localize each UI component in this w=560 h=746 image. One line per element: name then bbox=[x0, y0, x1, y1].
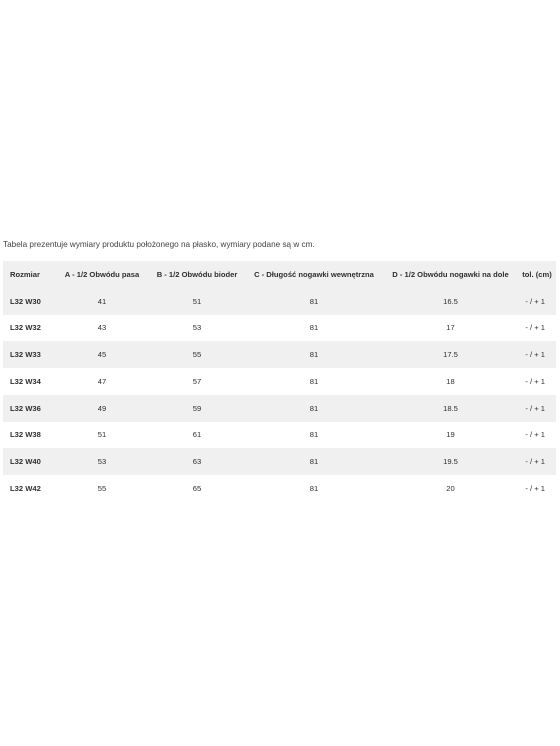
cell-hips: 57 bbox=[192, 376, 202, 386]
cell-tolerance: - / + 1 bbox=[525, 296, 545, 306]
table-row bbox=[3, 448, 556, 475]
cell-size: L32 W34 bbox=[10, 376, 41, 386]
table-row bbox=[3, 422, 556, 449]
cell-waist: 43 bbox=[97, 323, 107, 333]
cell-tolerance: - / + 1 bbox=[525, 457, 545, 467]
cell-inseam: 81 bbox=[309, 376, 319, 386]
cell-tolerance: - / + 1 bbox=[525, 350, 545, 360]
cell-leg-opening: 17.5 bbox=[443, 350, 458, 360]
cell-tolerance: - / + 1 bbox=[525, 483, 545, 493]
cell-size: L32 W33 bbox=[10, 350, 41, 360]
table-header-row bbox=[3, 261, 556, 288]
header-inseam: C - Długość nogawki wewnętrzna bbox=[254, 269, 374, 279]
cell-tolerance: - / + 1 bbox=[525, 323, 545, 333]
cell-waist: 47 bbox=[97, 376, 107, 386]
cell-waist: 51 bbox=[97, 430, 107, 440]
header-leg-opening: D - 1/2 Obwódu nogawki na dole bbox=[392, 269, 509, 279]
cell-leg-opening: 17 bbox=[446, 323, 455, 333]
cell-inseam: 81 bbox=[309, 323, 319, 333]
cell-size: L32 W42 bbox=[10, 483, 41, 493]
cell-waist: 55 bbox=[97, 483, 107, 493]
cell-size: L32 W36 bbox=[10, 403, 41, 413]
cell-hips: 63 bbox=[192, 457, 202, 467]
cell-hips: 61 bbox=[192, 430, 202, 440]
cell-inseam: 81 bbox=[309, 483, 319, 493]
cell-leg-opening: 16.5 bbox=[443, 296, 458, 306]
cell-hips: 51 bbox=[192, 296, 202, 306]
cell-waist: 41 bbox=[97, 296, 107, 306]
header-waist: A - 1/2 Obwódu pasa bbox=[64, 269, 140, 279]
table-row bbox=[3, 368, 556, 395]
cell-size: L32 W40 bbox=[10, 457, 41, 467]
cell-waist: 45 bbox=[97, 350, 107, 360]
cell-leg-opening: 18.5 bbox=[443, 403, 458, 413]
cell-waist: 53 bbox=[97, 457, 107, 467]
cell-leg-opening: 19 bbox=[446, 430, 455, 440]
cell-hips: 55 bbox=[192, 350, 202, 360]
cell-size: L32 W30 bbox=[10, 296, 41, 306]
cell-inseam: 81 bbox=[309, 457, 319, 467]
table-row bbox=[3, 395, 556, 422]
cell-size: L32 W38 bbox=[10, 430, 41, 440]
cell-hips: 65 bbox=[192, 483, 202, 493]
size-chart-table bbox=[3, 261, 556, 502]
cell-inseam: 81 bbox=[309, 403, 319, 413]
cell-tolerance: - / + 1 bbox=[525, 430, 545, 440]
cell-inseam: 81 bbox=[309, 296, 319, 306]
cell-leg-opening: 19.5 bbox=[443, 457, 458, 467]
cell-size: L32 W32 bbox=[10, 323, 41, 333]
table-row bbox=[3, 341, 556, 368]
table-caption: Tabela prezentuje wymiary produktu położonego na płasko, wymiary podane są w cm. bbox=[3, 240, 315, 249]
cell-tolerance: - / + 1 bbox=[525, 403, 545, 413]
cell-hips: 59 bbox=[192, 403, 202, 413]
cell-tolerance: - / + 1 bbox=[525, 376, 545, 386]
cell-inseam: 81 bbox=[309, 430, 319, 440]
header-hips: B - 1/2 Obwódu bioder bbox=[156, 269, 238, 279]
cell-leg-opening: 18 bbox=[446, 376, 455, 386]
header-size: Rozmiar bbox=[10, 269, 40, 279]
table-row bbox=[3, 288, 556, 315]
cell-waist: 49 bbox=[97, 403, 107, 413]
cell-leg-opening: 20 bbox=[446, 483, 455, 493]
cell-inseam: 81 bbox=[309, 350, 319, 360]
table-row bbox=[3, 475, 556, 502]
header-tolerance: tol. (cm) bbox=[522, 269, 552, 279]
cell-hips: 53 bbox=[192, 323, 202, 333]
table-row bbox=[3, 315, 556, 342]
